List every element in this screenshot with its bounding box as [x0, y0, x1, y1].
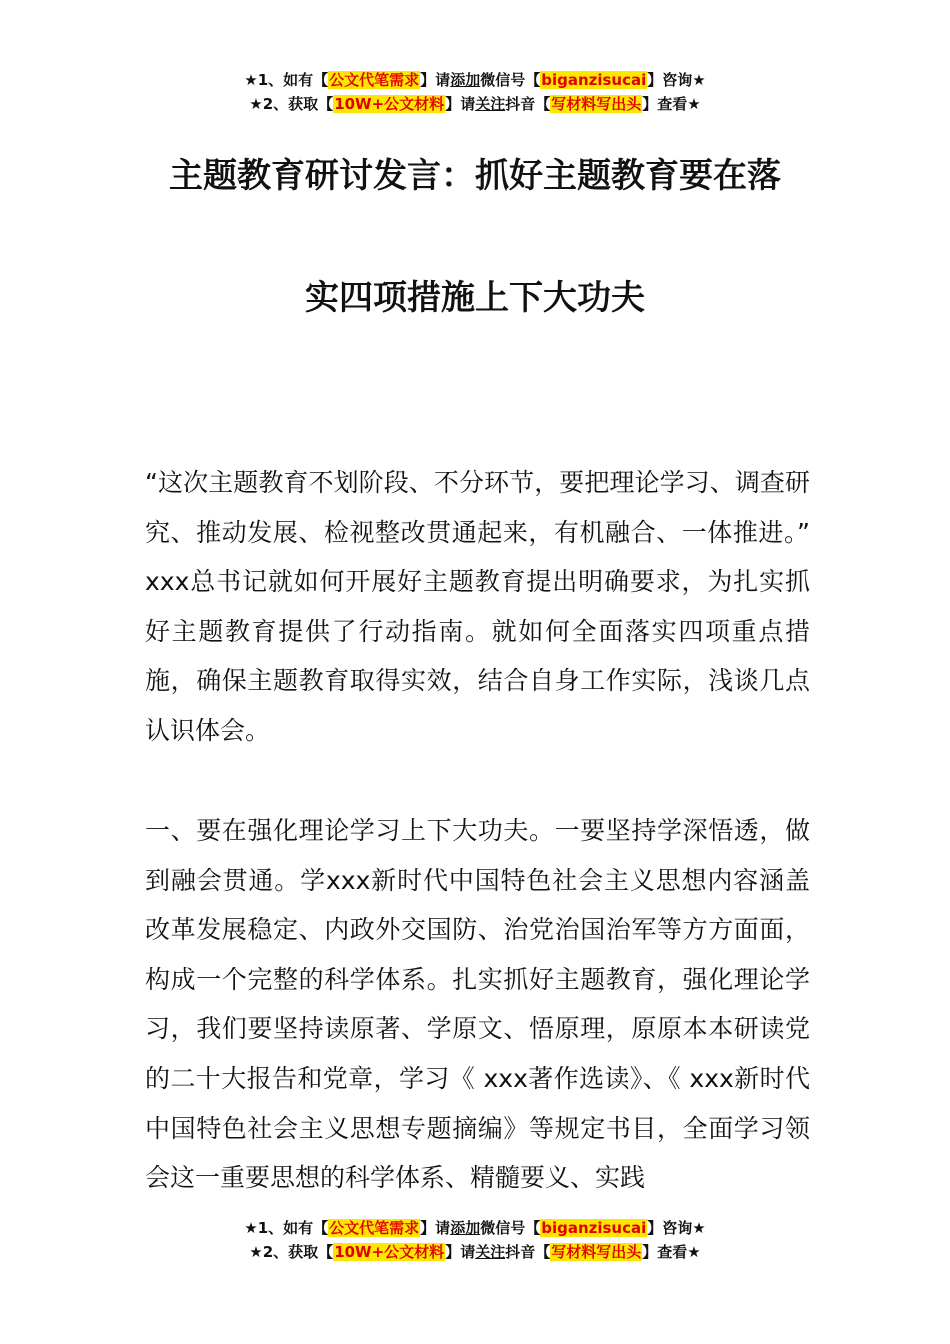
- highlight-douyin-id: 写材料写出头: [551, 1243, 642, 1261]
- document-title-line-1: 主题教育研讨发言：抓好主题教育要在落: [169, 156, 781, 196]
- banner-text: 微信号【: [480, 71, 541, 89]
- banner-text: 】请: [445, 95, 476, 113]
- banner-line-2: [0, 92, 950, 116]
- header-banner: [0, 68, 950, 116]
- banner-text: ★1、如有【: [244, 71, 329, 89]
- highlight-douyin-id: 写材料写出头: [551, 95, 642, 113]
- banner-text: 】查看★: [642, 95, 701, 113]
- highlight-wechat-id: biganzisucai: [541, 1219, 647, 1237]
- highlight-service: 公文代笔需求: [329, 71, 420, 89]
- highlight-materials: 10W+公文材料: [334, 1243, 445, 1261]
- banner-text: 抖音【: [505, 95, 551, 113]
- banner-text: 微信号【: [480, 1219, 541, 1237]
- highlight-materials: 10W+公文材料: [334, 95, 445, 113]
- banner-text: 抖音【: [505, 1243, 551, 1261]
- highlight-service: 公文代笔需求: [329, 1219, 420, 1237]
- banner-line-2: [0, 1240, 950, 1264]
- banner-text: ★2、获取【: [249, 1243, 334, 1261]
- banner-text: 】请: [445, 1243, 476, 1261]
- footer-banner: [0, 1216, 950, 1264]
- emphasis-follow: 关注: [475, 95, 506, 113]
- banner-text: ★2、获取【: [249, 95, 334, 113]
- emphasis-follow: 关注: [475, 1243, 506, 1261]
- banner-text: 】请: [420, 1219, 451, 1237]
- banner-text: 】咨询★: [647, 1219, 706, 1237]
- banner-text: 】咨询★: [647, 71, 706, 89]
- banner-text: 】查看★: [642, 1243, 701, 1261]
- emphasis-add: 添加: [450, 71, 481, 89]
- emphasis-add: 添加: [450, 1219, 481, 1237]
- highlight-wechat-id: biganzisucai: [541, 71, 647, 89]
- banner-line-1: [0, 1216, 950, 1240]
- banner-text: ★1、如有【: [244, 1219, 329, 1237]
- body-paragraph-section-1: 一、要在强化理论学习上下大功夫。一要坚持学深悟透，做到融会贯通。学xxx新时代中国特色社会主义思想内容涵盖改革发展稳定、内政外交国防、治党治国治军等方方面面，构成一个完整的科学体系。扎实抓好主题教育，强化理论学习，我们要坚持读原著、学原文、悟原理，原原本本研读党的二十大报告和党章，学习《 xxx著作选读》、《 xxx新时代中国特色社会主义思想专题摘编》等规定书目，全面学习领会这一重要思想的科学体系、精髓要义、实践: [145, 816, 810, 1193]
- banner-line-1: [0, 68, 950, 92]
- body-paragraph-intro: “这次主题教育不划阶段、不分环节，要把理论学习、调查研究、推动发展、检视整改贯通起来，有机融合、一体推进。” xxx总书记就如何开展好主题教育提出明确要求，为扎实抓好主题教育提供了行动指南。就如何全面落实四项重点措施，确保主题教育取得实效，结合自身工作实际，浅谈几点认识体会。: [145, 468, 836, 745]
- document-title-line-2: 实四项措施上下大功夫: [305, 278, 645, 318]
- banner-text: 】请: [420, 71, 451, 89]
